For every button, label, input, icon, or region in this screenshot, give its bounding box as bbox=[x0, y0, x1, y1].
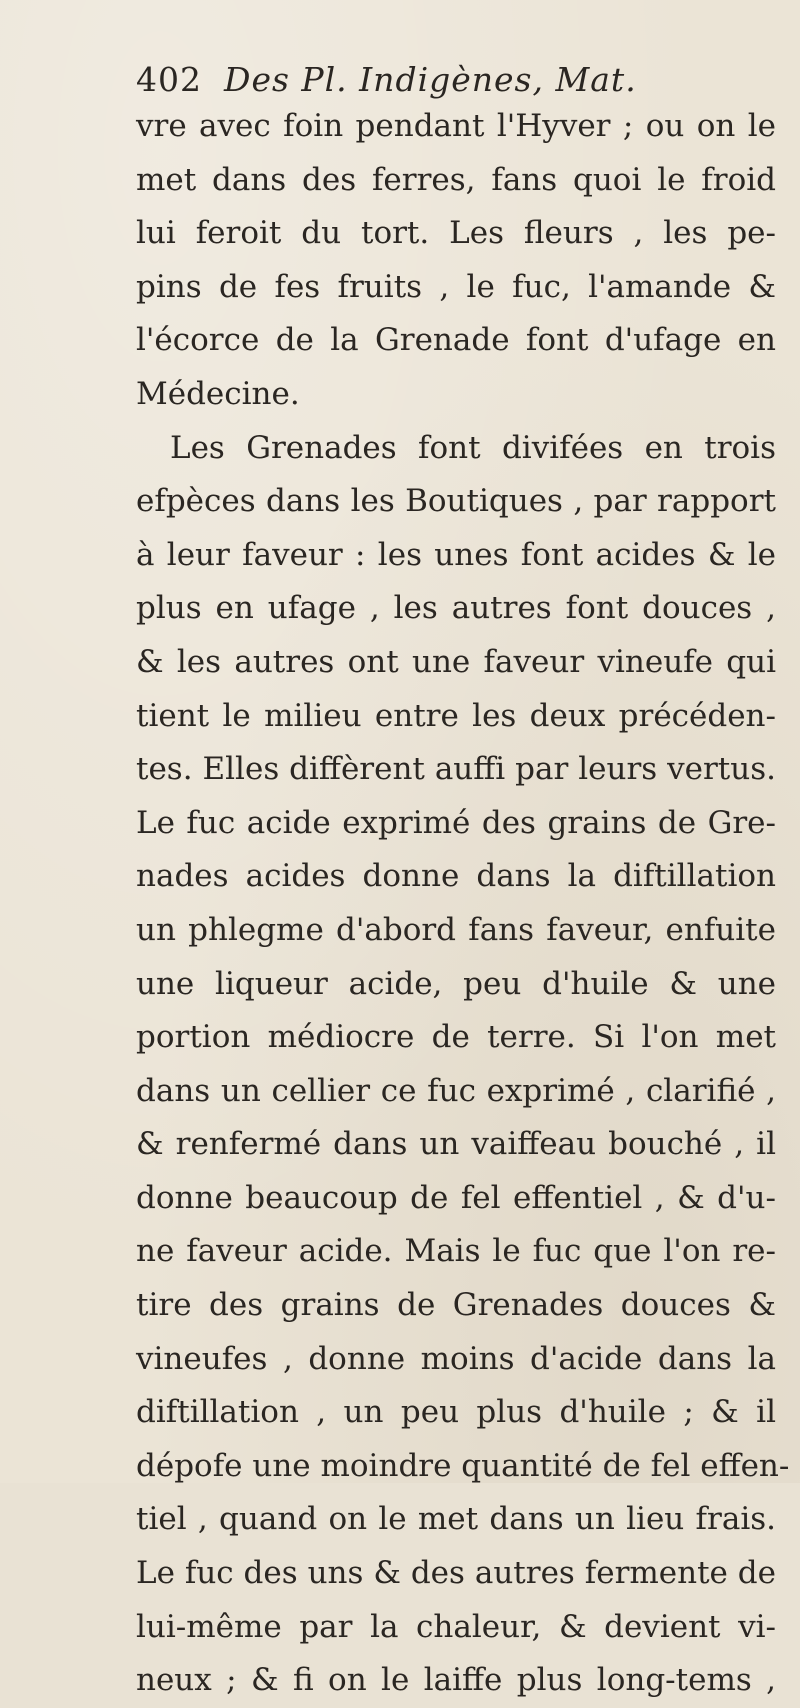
text-line: lui-même par la chaleur, & devient vi- bbox=[136, 1608, 776, 1645]
text-line: Médecine. bbox=[136, 375, 300, 412]
text-line: & les autres ont une faveur vineufe qui bbox=[136, 643, 776, 680]
text-line: tes. Elles diffèrent auffi par leurs vertus. bbox=[136, 751, 776, 788]
text-line: tiel , quand on le met dans un lieu frais. bbox=[136, 1501, 776, 1538]
page-number: 402 bbox=[136, 60, 202, 99]
text-line: tire des grains de Grenades douces & bbox=[136, 1287, 776, 1324]
text-line: dans un cellier ce fuc exprimé , clarifié , bbox=[136, 1072, 776, 1109]
text-line: tient le milieu entre les deux précéden- bbox=[136, 697, 776, 734]
text-line: & renfermé dans un vaiffeau bouché , il bbox=[136, 1126, 776, 1163]
text-line: donne beaucoup de fel effentiel , & d'u- bbox=[136, 1179, 776, 1216]
text-line: portion médiocre de terre. Si l'on met bbox=[136, 1019, 776, 1056]
text-line: vre avec foin pendant l'Hyver ; ou on le bbox=[136, 108, 776, 144]
text-line: un phlegme d'abord fans faveur, enfuite bbox=[136, 911, 776, 948]
text-line: diftillation , un peu plus d'huile ; & il bbox=[136, 1394, 776, 1431]
text-line: lui feroit du tort. Les fleurs , les pe- bbox=[136, 215, 776, 252]
text-line: plus en ufage , les autres font douces , bbox=[136, 590, 776, 627]
text-line: dépofe une moindre quantité de fel effen- bbox=[136, 1447, 790, 1484]
text-line: l'écorce de la Grenade font d'ufage en bbox=[136, 322, 776, 359]
text-line: met dans des ferres, fans quoi le froid bbox=[136, 161, 776, 198]
text-line: ne faveur acide. Mais le fuc que l'on re- bbox=[136, 1233, 776, 1270]
text-line: à leur faveur : les unes font acides & le bbox=[136, 536, 776, 573]
text-line: Le fuc des uns & des autres fermente de bbox=[136, 1555, 776, 1592]
running-head bbox=[136, 58, 776, 102]
paragraph-start-line: Les Grenades font divifées en trois bbox=[170, 429, 776, 466]
text-line: efpèces dans les Boutiques , par rapport bbox=[136, 483, 776, 520]
text-line: une liqueur acide, peu d'huile & une bbox=[136, 965, 776, 1002]
text-line: Le fuc acide exprimé des grains de Gre- bbox=[136, 804, 776, 841]
body-text bbox=[136, 100, 790, 1708]
running-title: Des Pl. Indigènes, Mat. bbox=[224, 60, 637, 99]
text-line: pins de fes fruits , le fuc, l'amande & bbox=[136, 268, 776, 305]
text-line: nades acides donne dans la diftillation bbox=[136, 858, 776, 895]
text-line: neux ; & fi on le laiffe plus long-tems , bbox=[136, 1662, 776, 1699]
text-line: vineufes , donne moins d'acide dans la bbox=[136, 1340, 776, 1377]
